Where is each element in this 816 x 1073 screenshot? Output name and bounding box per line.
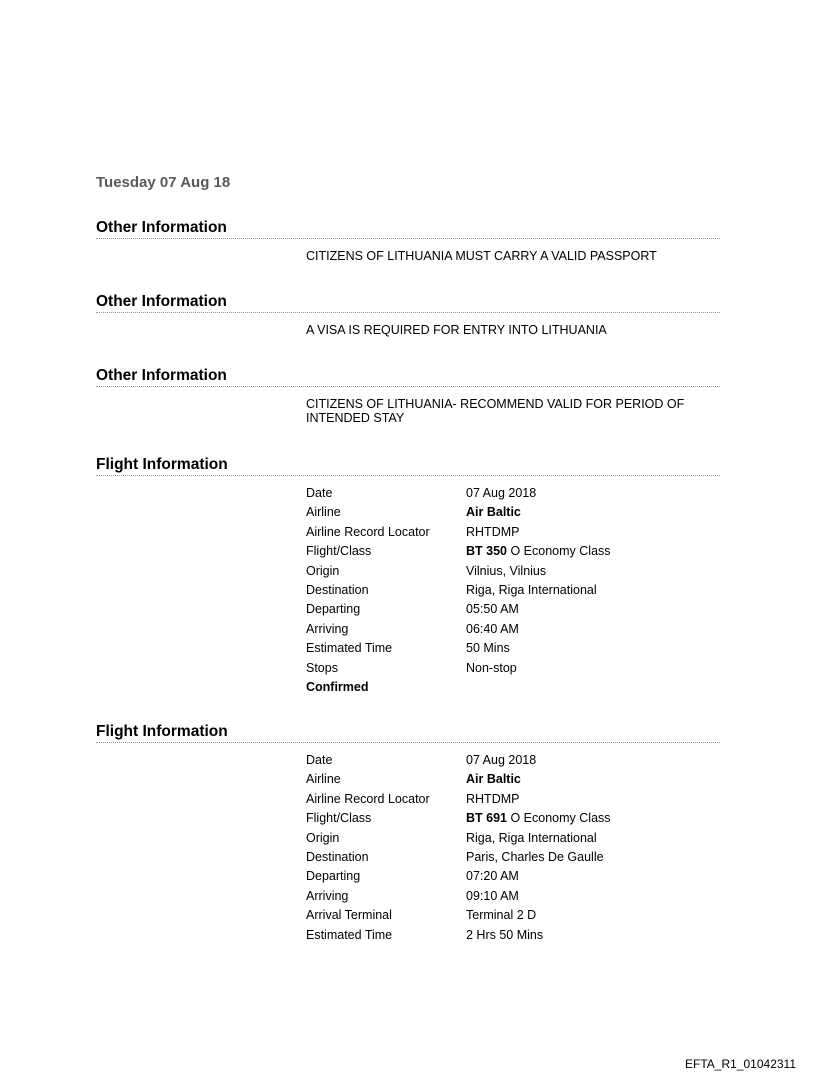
cabin-class: O Economy Class [510,811,611,826]
flight-number: BT 350 [466,544,507,559]
flight-details [306,484,720,697]
record-locator-row [306,790,720,809]
flight-class-row [306,542,720,561]
date-row [306,484,720,503]
origin-row [306,829,720,848]
date-value: 07 Aug 2018 [466,486,537,500]
date-label: Date [306,753,333,767]
airline-value: Air Baltic [466,505,521,520]
flight-details [306,751,720,945]
origin-value: Vilnius, Vilnius [466,563,547,578]
document-id: EFTA_R1_01042311 [685,1057,796,1071]
departing-label: Departing [306,602,361,617]
record-locator-row [306,523,720,542]
departing-label: Departing [306,869,361,884]
booking-status: Confirmed [306,679,369,694]
section-title: Flight Information [96,723,720,743]
date-label: Date [306,486,333,500]
estimated-time-value: 50 Mins [466,641,510,656]
airline-row [306,503,720,522]
stops-label: Stops [306,660,338,675]
airline-row [306,770,720,789]
arriving-value: 09:10 AM [466,888,519,903]
arriving-label: Arriving [306,888,349,903]
cabin-class: O Economy Class [510,544,611,559]
visa-note: A VISA IS REQUIRED FOR ENTRY INTO LITHUANIA [306,323,607,337]
estimated-time-label: Estimated Time [306,927,393,942]
arrival-terminal-row [306,906,720,925]
departing-row [306,600,720,619]
flight-class-label: Flight/Class [306,544,372,559]
airline-label: Airline [306,772,341,787]
estimated-time-value: 2 Hrs 50 Mins [466,927,544,942]
arriving-label: Arriving [306,621,349,636]
estimated-time-row [306,639,720,658]
estimated-time-row [306,926,720,945]
destination-row [306,581,720,600]
validity-note: CITIZENS OF LITHUANIA- RECOMMEND VALID FOR PERIOD OF INTENDED STAY [306,397,685,425]
section-title: Other Information [96,293,720,313]
arriving-row [306,887,720,906]
estimated-time-label: Estimated Time [306,641,393,656]
record-locator-label: Airline Record Locator [306,524,430,539]
origin-label: Origin [306,563,340,578]
passport-note: CITIZENS OF LITHUANIA MUST CARRY A VALID PASSPORT [306,249,657,263]
airline-label: Airline [306,505,341,520]
section-title: Flight Information [96,456,720,476]
flight-information-section-2 [96,723,720,945]
record-locator-value: RHTDMP [466,524,520,539]
stops-row [306,659,720,678]
other-information-section-visa [96,293,720,337]
status-row [306,678,720,697]
flight-class-value [466,542,611,561]
stops-value: Non-stop [466,660,517,675]
flight-class-label: Flight/Class [306,811,372,826]
section-title: Other Information [96,219,720,239]
destination-label: Destination [306,849,369,864]
departing-value: 05:50 AM [466,602,519,617]
destination-value: Paris, Charles De Gaulle [466,849,604,864]
record-locator-label: Airline Record Locator [306,791,430,806]
record-locator-value: RHTDMP [466,791,520,806]
other-information-section-validity [96,367,720,425]
flight-information-section-1 [96,456,720,697]
day-heading: Tuesday 07 Aug 18 [96,174,231,191]
arrival-terminal-label: Arrival Terminal [306,908,392,923]
flight-class-value [466,809,611,828]
flight-number: BT 691 [466,811,507,826]
destination-row [306,848,720,867]
section-title: Other Information [96,367,720,387]
flight-class-row [306,809,720,828]
origin-row [306,562,720,581]
departing-value: 07:20 AM [466,869,519,884]
airline-value: Air Baltic [466,772,521,787]
arriving-value: 06:40 AM [466,621,519,636]
origin-value: Riga, Riga International [466,830,597,845]
date-row [306,751,720,770]
departing-row [306,867,720,886]
destination-label: Destination [306,582,369,597]
date-value: 07 Aug 2018 [466,753,537,767]
destination-value: Riga, Riga International [466,582,597,597]
other-information-section-passport [96,219,720,263]
arriving-row [306,620,720,639]
arrival-terminal-value: Terminal 2 D [466,908,537,923]
origin-label: Origin [306,830,340,845]
